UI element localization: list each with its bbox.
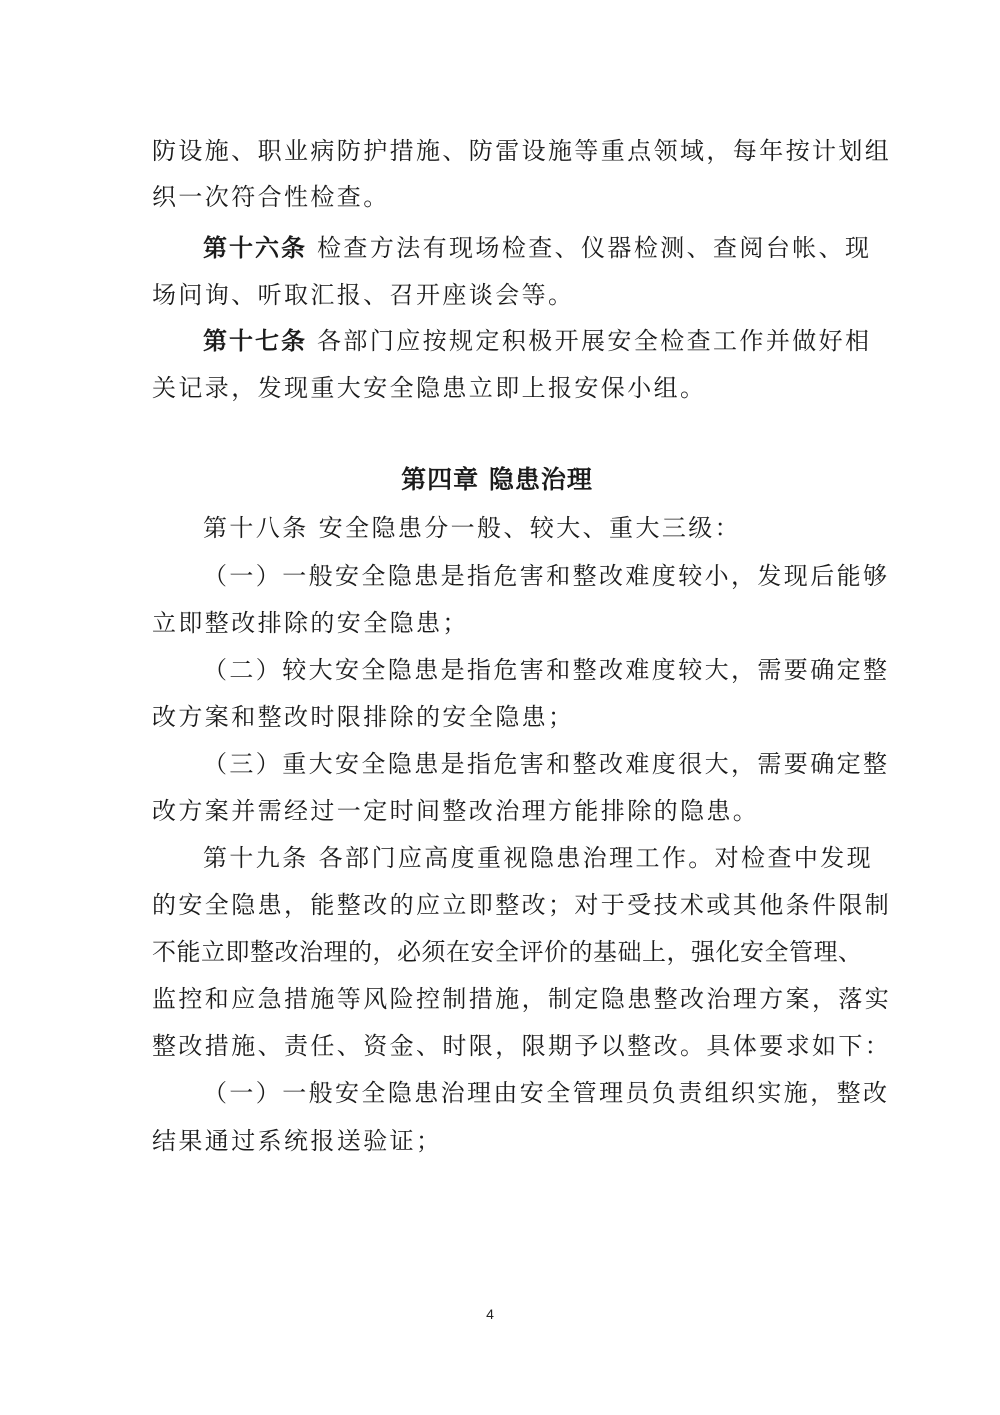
article-18-label: 第十八条 — [203, 514, 309, 542]
paragraph-line: 场问询、听取汇报、召开座谈会等。 — [152, 281, 575, 309]
article-18 — [203, 508, 843, 548]
article-19-text: 各部门应高度重视隐患治理工作。对检查中发现 — [318, 844, 874, 872]
paragraph-line: 不能立即整改治理的，必须在安全评价的基础上，强化安全管理、 — [152, 938, 863, 966]
item-1-line-2: 立即整改排除的安全隐患； — [152, 609, 469, 637]
item-1-line-1: （一）一般安全隐患是指危害和整改难度较小，发现后能够 — [203, 562, 890, 590]
item-3-line-2: 改方案并需经过一定时间整改治理方能排除的隐患。 — [152, 797, 760, 825]
article-17-label: 第十七条 — [203, 327, 307, 355]
item-2-line-2: 改方案和整改时限排除的安全隐患； — [152, 703, 575, 731]
paragraph-line: 监控和应急措施等风险控制措施，制定隐患整改治理方案，落实 — [152, 985, 892, 1013]
article-16-label: 第十六条 — [203, 234, 307, 262]
page-number: 4 — [486, 1306, 494, 1322]
article-19 — [203, 838, 874, 878]
paragraph-line: 织一次符合性检查。 — [152, 183, 390, 211]
paragraph-line: 关记录，发现重大安全隐患立即上报安保小组。 — [152, 374, 707, 402]
article-17-text: 各部门应按规定积极开展安全检查工作并做好相 — [317, 327, 872, 355]
article-18-text: 安全隐患分一般、较大、重大三级： — [318, 514, 742, 542]
paragraph-line: 防设施、职业病防护措施、防雷设施等重点领域，每年按计划组 — [152, 137, 892, 165]
article-16 — [203, 228, 872, 268]
item-2-line-1: （二）较大安全隐患是指危害和整改难度较大，需要确定整 — [203, 656, 890, 684]
article-19-label: 第十九条 — [203, 844, 309, 872]
paragraph-line: 整改措施、责任、资金、时限，限期予以整改。具体要求如下： — [152, 1032, 892, 1060]
article-17 — [203, 321, 872, 361]
chapter-title: 第四章 隐患治理 — [401, 465, 593, 494]
requirement-1-line-1: （一）一般安全隐患治理由安全管理员负责组织实施，整改 — [203, 1079, 890, 1107]
article-16-text: 检查方法有现场检查、仪器检测、查阅台帐、现 — [317, 234, 872, 262]
item-3-line-1: （三）重大安全隐患是指危害和整改难度很大，需要确定整 — [203, 750, 890, 778]
paragraph-line: 的安全隐患，能整改的应立即整改；对于受技术或其他条件限制 — [152, 891, 892, 919]
requirement-1-line-2: 结果通过系统报送验证； — [152, 1127, 443, 1155]
